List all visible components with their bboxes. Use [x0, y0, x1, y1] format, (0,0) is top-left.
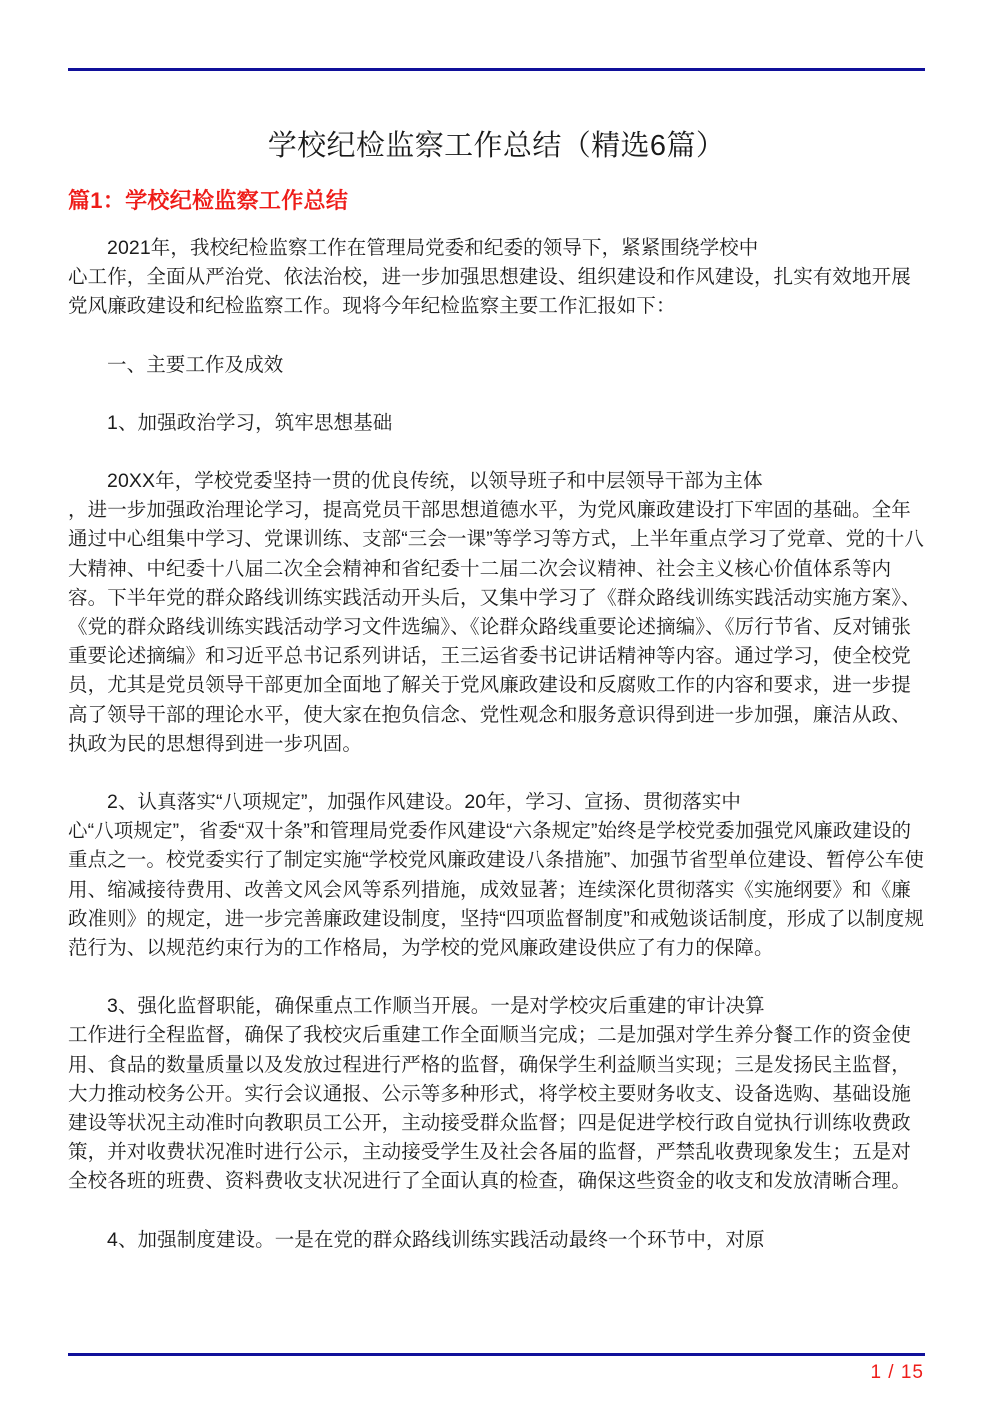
paragraph-intro: 2021年，我校纪检监察工作在管理局党委和纪委的领导下，紧紧围绕学校中	[107, 237, 759, 259]
paragraph-item-3-body: 工作进行全程监督，确保了我校灾后重建工作全面顺当完成；二是加强对学生养分餐工作的资金使用、食品的数量质量以及发放过程进行严格的监督，确保学生利益顺当实现；三是发扬民主监督，大力推动校务公开。实行会议通报、公示等多种形式，将学校主要财务收支、设备选购、基础设施建设等状况主动准时向教职员工公开，主动接受群众监督；四是促进学校行政自觉执行训练收费政策，并对收费状况准时进行公示，主动接受学生及社会各届的监督，严禁乱收费现象发生；五是对全校各班的班费、资料费收支状况进行了全面认真的检查，确保这些资金的收支和发放清晰合理。	[68, 1024, 911, 1193]
document-title: 学校纪检监察工作总结（精选6篇）	[267, 130, 726, 162]
footer-divider	[68, 1353, 925, 1356]
page-number: 1 / 15	[870, 1362, 924, 1383]
paragraph-spacer	[68, 963, 928, 992]
paragraph-spacer	[68, 322, 928, 351]
paragraph-intro-continued: 心工作，全面从严治党、依法治校，进一步加强思想建设、组织建设和作风建设，扎实有效地开展党风廉政建设和纪检监察工作。现将今年纪检监察主要工作汇报如下：	[68, 266, 911, 318]
paragraph-item-4-lead: 4、加强制度建设。一是在党的群众路线训练实践活动最终一个环节中，对原	[107, 1228, 765, 1251]
header-divider	[68, 68, 925, 71]
paragraph-item-2-body: 心“八项规定”，省委“双十条”和管理局党委作风建设“六条规定”始终是学校党委加强党风廉政建设的重点之一。校党委实行了制定实施“学校党风廉政建设八条措施”、加强节省型单位建设、暂停公车使用、缩减接待费用、改善文风会风等系列措施，成效显著；连续深化贯彻落实《实施纲要》和《廉政准则》的规定，进一步完善廉政建设制度，坚持“四项监督制度”和戒勉谈话制度，形成了以制度规范行为、以规范约束行为的工作格局，为学校的党风廉政建设供应了有力的保障。	[68, 820, 924, 960]
paragraph-item-2-lead: 2、认真落实“八项规定”，加强作风建设。20年，学习、宣扬、贯彻落实中	[107, 791, 742, 814]
paragraph-item-3-lead: 3、强化监督职能，确保重点工作顺当开展。一是对学校灾后重建的审计决算	[107, 995, 765, 1018]
paragraph-item-1-lead: 20XX年，学校党委坚持一贯的优良传统，以领导班子和中层领导干部为主体	[107, 470, 763, 493]
section-heading: 篇1：学校纪检监察工作总结	[68, 188, 349, 213]
document-body	[68, 234, 928, 1255]
paragraph-spacer	[68, 380, 928, 409]
paragraph-spacer	[68, 438, 928, 467]
paragraph-spacer	[68, 759, 928, 788]
paragraph-item-1-title: 1、加强政治学习，筑牢思想基础	[107, 411, 393, 434]
paragraph-spacer	[68, 1197, 928, 1226]
paragraph-item-1-body: ，进一步加强政治理论学习，提高党员干部思想道德水平，为党风廉政建设打下牢固的基础。全年通过中心组集中学习、党课训练、支部“三会一课”等学习等方式，上半年重点学习了党章、党的十八大精神、中纪委十八届二次全会精神和省纪委十二届二次会议精神、社会主义核心价值体系等内容。下半年党的群众路线训练实践活动开头后，又集中学习了《群众路线训练实践活动实施方案》、《党的群众路线训练实践活动学习文件选编》、《论群众路线重要论述摘编》、《厉行节省、反对铺张重要论述摘编》和习近平总书记系列讲话，王三运省委书记讲话精神等内容。通过学习，使全校党员，尤其是党员领导干部更加全面地了解关于党风廉政建设和反腐败工作的内容和要求，进一步提高了领导干部的理论水平，使大家在抱负信念、党性观念和服务意识得到进一步加强，廉洁从政、执政为民的思想得到进一步巩固。	[68, 499, 924, 755]
paragraph-heading-one: 一、主要工作及成效	[107, 353, 284, 376]
